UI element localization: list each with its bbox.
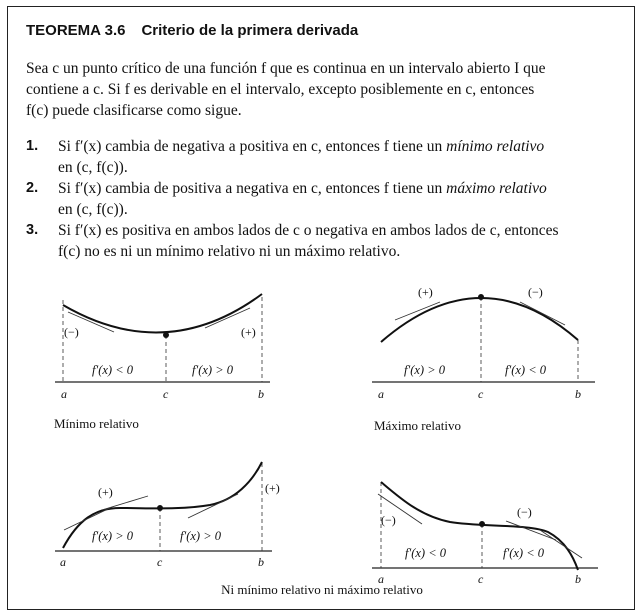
- intro-line: f(c) puede clasificarse como sigue.: [26, 102, 242, 119]
- curve: [63, 294, 262, 332]
- graph-maximo: [372, 285, 595, 433]
- curve: [381, 298, 578, 342]
- caption-minimo: Mínimo relativo: [54, 416, 139, 431]
- graph-creciente: [55, 462, 280, 569]
- graph-decreciente: [372, 482, 598, 586]
- cond-left: f′(x) > 0: [404, 363, 446, 377]
- intro-line: contiene a c. Si f es derivable en el intervalo, excepto posiblemente en c, entonces: [26, 81, 535, 98]
- cond-left: f′(x) < 0: [405, 546, 447, 560]
- label-b: b: [258, 387, 264, 401]
- tangent-left: [395, 302, 440, 320]
- critical-point: [157, 505, 163, 511]
- label-c: c: [163, 387, 169, 401]
- item-text-line2: f(c) no es ni un mínimo relativo ni un máximo relativo.: [58, 243, 401, 260]
- label-c: c: [478, 572, 484, 586]
- item-text: Si f′(x) es positiva en ambos lados de c o negativa en ambos lados de c, entonces: [58, 222, 559, 239]
- intro-line: Sea c un punto crítico de una función f que es continua en un intervalo abierto I que: [26, 60, 546, 77]
- item-text: Si f′(x) cambia de negativa a positiva en c, entonces f tiene un: [58, 138, 447, 155]
- critical-point: [163, 332, 169, 338]
- tangent-right: [520, 302, 565, 325]
- item-emphasis: mínimo relativo: [446, 138, 545, 155]
- caption-maximo: Máximo relativo: [374, 418, 462, 433]
- label-c: c: [157, 555, 163, 569]
- cond-right: f′(x) < 0: [505, 363, 547, 377]
- item-number: 1.: [26, 138, 39, 154]
- label-b: b: [575, 572, 581, 586]
- sign-right: (+): [241, 325, 256, 339]
- sign-right: (+): [265, 481, 280, 495]
- sign-left: (+): [418, 285, 433, 299]
- cond-right: f′(x) > 0: [192, 363, 234, 377]
- tangent-left: [64, 508, 110, 530]
- item-number: 2.: [26, 180, 39, 196]
- label-b: b: [575, 387, 581, 401]
- theorem-number: TEOREMA 3.6: [26, 22, 126, 39]
- critical-point: [478, 294, 484, 300]
- sign-right: (−): [528, 285, 543, 299]
- caption-ni-minimo-ni-maximo: Ni mínimo relativo ni máximo relativo: [221, 582, 423, 597]
- cond-right: f′(x) < 0: [503, 546, 545, 560]
- critical-point: [479, 521, 485, 527]
- theorem-name: Criterio de la primera derivada: [141, 22, 359, 39]
- label-b: b: [258, 555, 264, 569]
- label-a: a: [60, 555, 66, 569]
- tangent-right-2: [540, 530, 582, 558]
- label-a: a: [378, 387, 384, 401]
- graph-minimo: [54, 294, 270, 431]
- sign-right: (−): [517, 505, 532, 519]
- sign-left: (−): [381, 513, 396, 527]
- label-a: a: [61, 387, 67, 401]
- item-text: Si f′(x) cambia de positiva a negativa en c, entonces f tiene un: [58, 180, 447, 197]
- cond-left: f′(x) > 0: [92, 529, 134, 543]
- sign-left: (+): [98, 485, 113, 499]
- cond-right: f′(x) > 0: [180, 529, 222, 543]
- item-number: 3.: [26, 222, 39, 238]
- item-text-line2: en (c, f(c)).: [58, 159, 128, 176]
- tangent-right: [506, 521, 556, 540]
- item-emphasis: máximo relativo: [446, 180, 547, 197]
- cond-left: f′(x) < 0: [92, 363, 134, 377]
- sign-left: (−): [64, 325, 79, 339]
- label-c: c: [478, 387, 484, 401]
- item-text-line2: en (c, f(c)).: [58, 201, 128, 218]
- label-a: a: [378, 572, 384, 586]
